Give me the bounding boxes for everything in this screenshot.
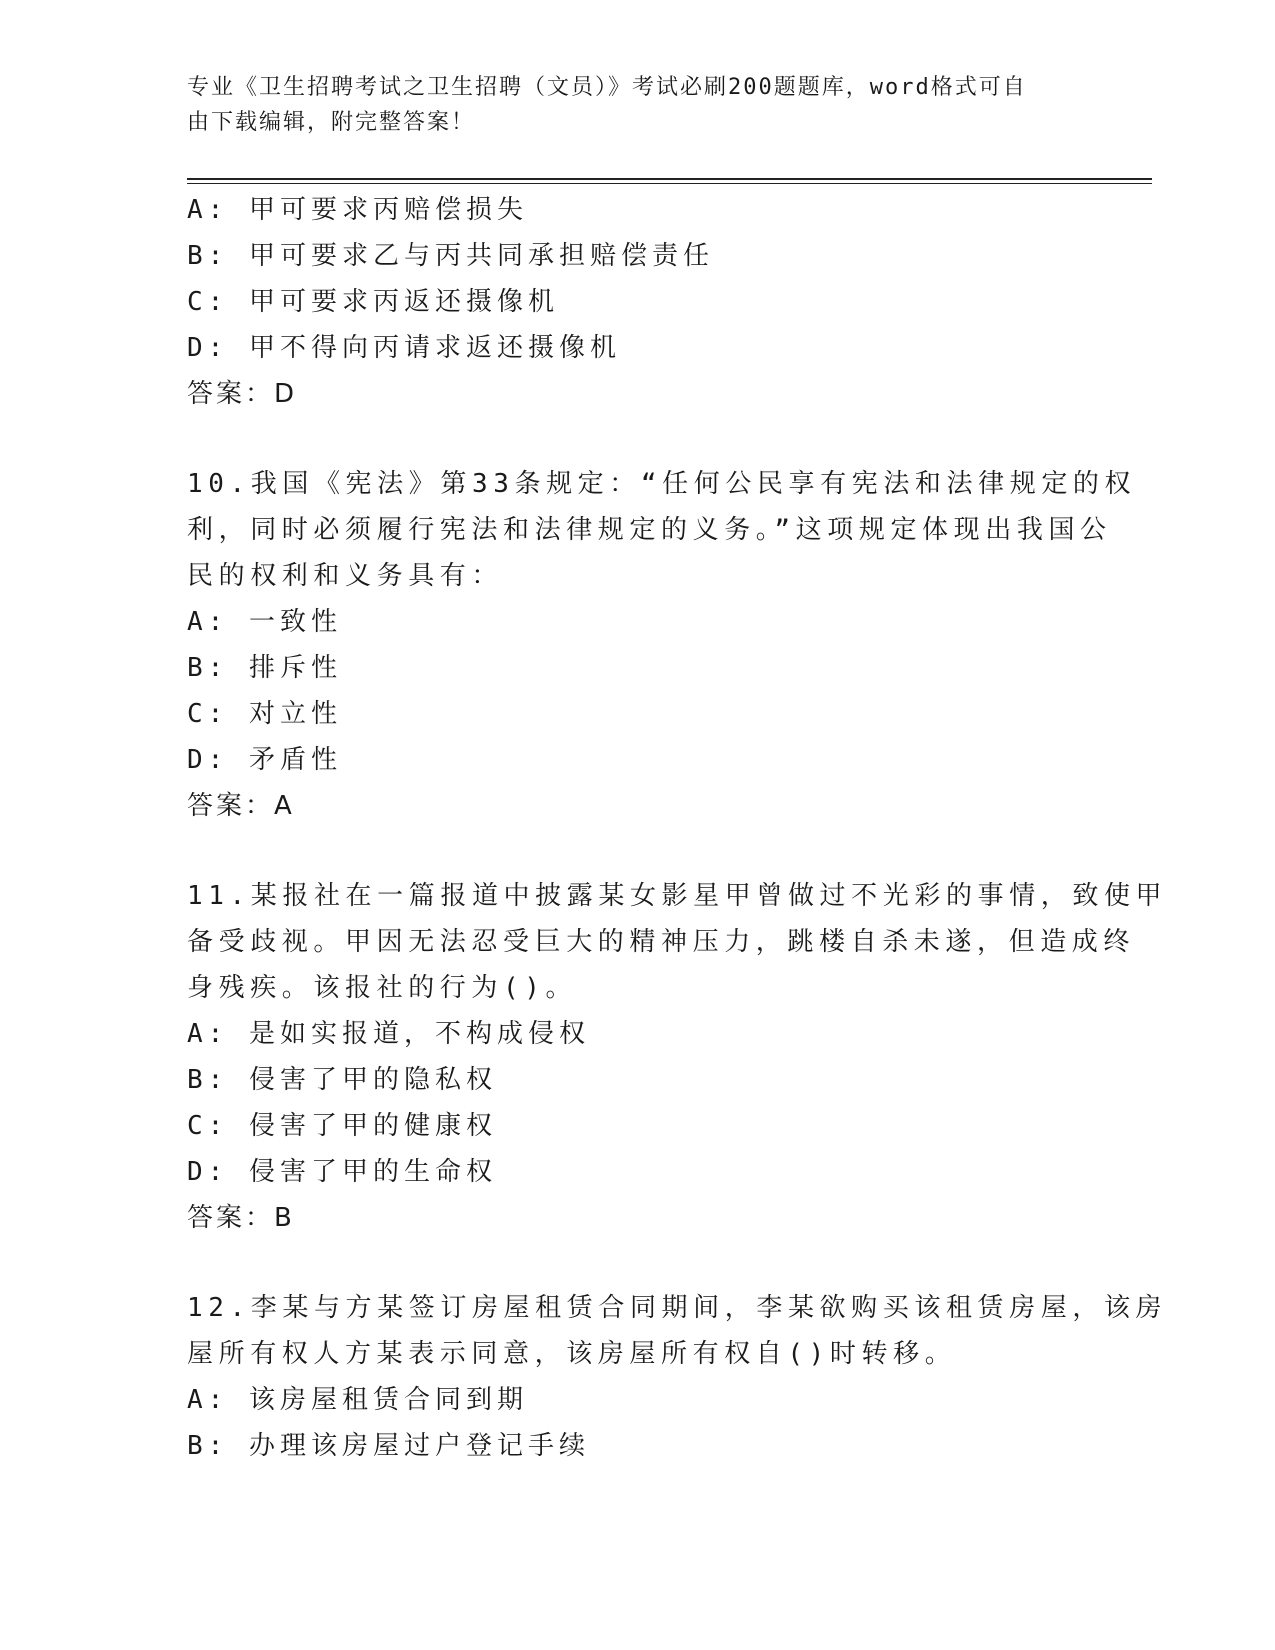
question-stem-line: 12.李某与方某签订房屋租赁合同期间，李某欲购买该租赁房屋，该房 — [187, 1293, 1168, 1323]
option-d: D: 甲不得向丙请求返还摄像机 — [187, 333, 621, 363]
option-b: B: 侵害了甲的隐私权 — [187, 1065, 497, 1095]
option-c: C: 对立性 — [187, 699, 342, 729]
question-spacer — [187, 1241, 1087, 1285]
header-divider-thin — [187, 183, 1152, 184]
question-spacer — [187, 829, 1087, 873]
option-b: B: 排斥性 — [187, 653, 342, 683]
option-a: A: 是如实报道，不构成侵权 — [187, 1019, 590, 1049]
option-b: B: 办理该房屋过户登记手续 — [187, 1431, 590, 1461]
document-body — [187, 187, 1168, 1469]
header-line-1: 专业《卫生招聘考试之卫生招聘（文员）》考试必刷200题题库，word格式可自 — [187, 75, 1027, 100]
answer: 答案：D — [187, 379, 298, 409]
option-a: A: 甲可要求丙赔偿损失 — [187, 195, 528, 225]
question-stem-line: 10.我国《宪法》第33条规定：“任何公民享有宪法和法律规定的权 — [187, 469, 1137, 499]
question-10 — [187, 461, 1137, 829]
question-stem-line: 11.某报社在一篇报道中披露某女影星甲曾做过不光彩的事情，致使甲 — [187, 881, 1168, 911]
question-spacer — [187, 417, 1087, 461]
option-c: C: 侵害了甲的健康权 — [187, 1111, 497, 1141]
option-d: D: 矛盾性 — [187, 745, 342, 775]
document-header — [187, 70, 1067, 140]
header-line-2: 由下载编辑，附完整答案！ — [187, 110, 476, 135]
question-stem-line: 民的权利和义务具有： — [187, 561, 504, 591]
option-a: A: 该房屋租赁合同到期 — [187, 1385, 528, 1415]
option-c: C: 甲可要求丙返还摄像机 — [187, 287, 559, 317]
option-b: B: 甲可要求乙与丙共同承担赔偿责任 — [187, 241, 714, 271]
question-12 — [187, 1285, 1168, 1469]
answer: 答案：B — [187, 1203, 295, 1233]
option-a: A: 一致性 — [187, 607, 342, 637]
answer: 答案：A — [187, 791, 295, 821]
question-stem-line: 屋所有权人方某表示同意，该房屋所有权自()时转移。 — [187, 1339, 957, 1369]
question-9-continued — [187, 187, 1087, 417]
header-divider-thick — [187, 178, 1152, 180]
question-stem-line: 备受歧视。甲因无法忍受巨大的精神压力，跳楼自杀未遂，但造成终 — [187, 927, 1136, 957]
question-11 — [187, 873, 1168, 1241]
option-d: D: 侵害了甲的生命权 — [187, 1157, 497, 1187]
question-stem-line: 利，同时必须履行宪法和法律规定的义务。”这项规定体现出我国公 — [187, 515, 1112, 545]
question-stem-line: 身残疾。该报社的行为()。 — [187, 973, 578, 1003]
